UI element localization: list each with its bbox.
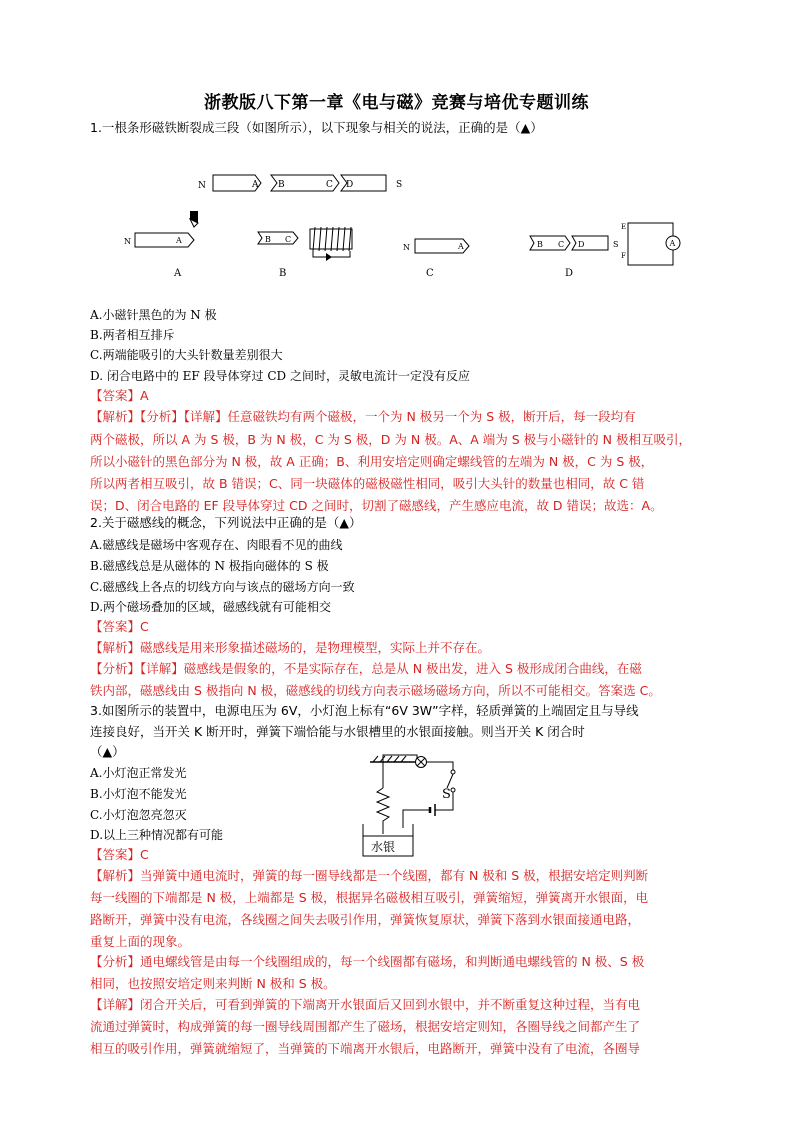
q2-stem: 2.关于磁感线的概念，下列说法中正确的是（▲） [90,515,362,530]
q3-analysis-line: 路断开，弹簧中没有电流，各线圈之间失去吸引作用，弹簧恢复原状，弹簧下落到水银面接通电路， [90,912,641,927]
figure-a [124,211,198,247]
fig-d-C-label: C [558,240,565,249]
fig-d-E-label: E [621,223,627,231]
q1-option-d: D. 闭合电路中的 EF 段导体穿过 CD 之间时，灵敏电流计一定没有反应 [90,369,470,383]
q3-analysis-line: 每一线圈的下端都是 N 极，上端都是 S 极，根据异名磁极相互吸引，弹簧缩短，弹簧离开水银面，电 [90,890,649,905]
caption-D: D [565,268,574,279]
top-N-label: N [198,181,206,191]
q1-option-a: A.小磁针黑色的为 N 极 [90,308,217,322]
q3-option-a: A.小灯泡正常发光 [90,766,187,780]
figure-d [530,223,680,265]
switch-label: S [442,787,451,802]
top-S-label: S [396,180,403,190]
fig-b-B-label: B [265,235,271,244]
fig-c-N-label: N [403,243,410,252]
q3-option-b: B.小灯泡不能发光 [90,787,187,801]
q1-stem: 1.一根条形磁铁断裂成三段（如图所示），以下现象与相关的说法，正确的是（▲） [90,120,543,135]
q3-analysis-line: 相同，也按照安培定则来判断 N 极和 S 极。 [90,976,336,991]
caption-A: A [174,268,182,279]
q2-option-a: A.磁感线是磁场中客观存在、肉眼看不见的曲线 [90,538,343,552]
q1-analysis-line: 所以两者相互吸引，故 B 错误；C、同一块磁体的磁极磁性相同，吸引大头针的数量也相同，故 C 错 [90,476,645,491]
fig-d-B-label: B [537,240,543,249]
q3-analysis-line: 相互的吸引作用，弹簧就缩短了，当弹簧的下端离开水银后，电路断开，弹簧中没有了电流，各圈导 [90,1041,641,1056]
q2-answer: 【答案】C [90,619,149,634]
q3-answer: 【答案】C [90,847,149,862]
q3-analysis-line: 【详解】闭合开关后，可看到弹簧的下端离开水银面后又回到水银中，并不断重复这种过程，当有电 [90,997,641,1012]
fig-c-A-label: A [458,242,464,251]
fig-d-D-label: D [578,240,585,249]
q3-stem: （▲） [90,744,125,759]
q2-option-c: C.磁感线上各点的切线方向与该点的磁场方向一致 [90,580,355,594]
fig-d-meter-label: A [669,239,676,248]
ceiling-hatch [373,756,406,762]
q3-analysis-line: 重复上面的现象。 [90,934,191,949]
q3-option-d: D.以上三种情况都有可能 [90,828,224,842]
figure-b [258,227,352,261]
figure-c [403,239,469,253]
q3-analysis-line: 【分析】通电螺线管是由每一个线圈组成的，每一个线圈都有磁场，和判断通电螺线管的 N 极、S 极 [90,954,645,969]
fig-a-N-label: N [124,237,131,246]
q2-analysis-line: 铁内部，磁感线由 S 极指向 N 极，磁感线的切线方向表示磁场磁场方向，所以不可能相交。答案选 C。 [90,683,661,698]
q1-analysis-line: 误；D、闭合电路的 EF 段导体穿过 CD 之间时，切割了磁感线，产生感应电流，故 D 错误；故选：A。 [90,498,663,513]
q2-analysis-line: 【分析】【详解】磁感线是假象的，不是实际存在，总是从 N 极出发，进入 S 极形成闭合曲线，在磁 [90,661,642,676]
q3-analysis-line: 【解析】当弹簧中通电流时，弹簧的每一圈导线都是一个线圈，都有 N 极和 S 极，根据安培定则判断 [90,868,649,883]
q3-stem: 连接良好，当开关 K 断开时，弹簧下端恰能与水银槽里的水银面接触。则当开关 K 闭合时 [90,724,585,739]
fig-d-F-label: F [621,252,626,260]
q3-option-c: C.小灯泡忽亮忽灭 [90,808,187,822]
q1-answer: 【答案】A [90,388,149,403]
page-title: 浙教版八下第一章《电与磁》竞赛与培优专题训练 [204,93,589,113]
q1-option-b: B.两者相互排斥 [90,328,175,342]
fig-d-S-label: S [613,240,619,249]
top-C-label: C [326,180,333,190]
mercury-label: 水银 [371,840,396,854]
solenoid-coil [313,227,351,251]
q2-analysis-line: 【解析】磁感线是用来形象描述磁场的，是物理模型，实际上并不存在。 [90,640,491,655]
caption-C: C [426,268,434,279]
q1-analysis-line: 两个磁极，所以 A 为 S 极，B 为 N 极，C 为 S 极，D 为 N 极。A、A 端为 S 极与小磁针的 N 极相互吸引， [90,432,691,447]
broken-magnet-top [213,175,386,191]
top-A-label: A [252,180,259,190]
q1-figure [120,165,700,285]
q1-analysis-line: 【解析】【分析】【详解】任意磁铁均有两个磁极，一个为 N 极另一个为 S 极，断开后，每一段均有 [90,409,636,424]
fig-a-A-label: A [176,236,182,245]
q1-analysis-line: 所以小磁针的黑色部分为 N 极，故 A 正确；B、利用安培定则确定螺线管的左端为 N 极，C 为 S 极， [90,454,654,469]
top-D-label: D [346,180,354,190]
caption-B: B [279,268,287,279]
q2-option-b: B.磁感线总是从磁体的 N 极指向磁体的 S 极 [90,559,329,573]
q3-analysis-line: 流通过弹簧时，构成弹簧的每一圈导线周围都产生了磁场，根据安培定则知，各圈导线之间都产生了 [90,1019,641,1034]
top-B-label: B [278,180,285,190]
q3-stem: 3.如图所示的装置中，电源电压为 6V，小灯泡上标有“6V 3W”字样，轻质弹簧的上端固定且与导线 [90,703,639,718]
q2-option-d: D.两个磁场叠加的区域，磁感线就有可能相交 [90,600,332,614]
fig-b-C-label: C [285,235,292,244]
q1-option-c: C.两端能吸引的大头针数量差别很大 [90,348,283,362]
